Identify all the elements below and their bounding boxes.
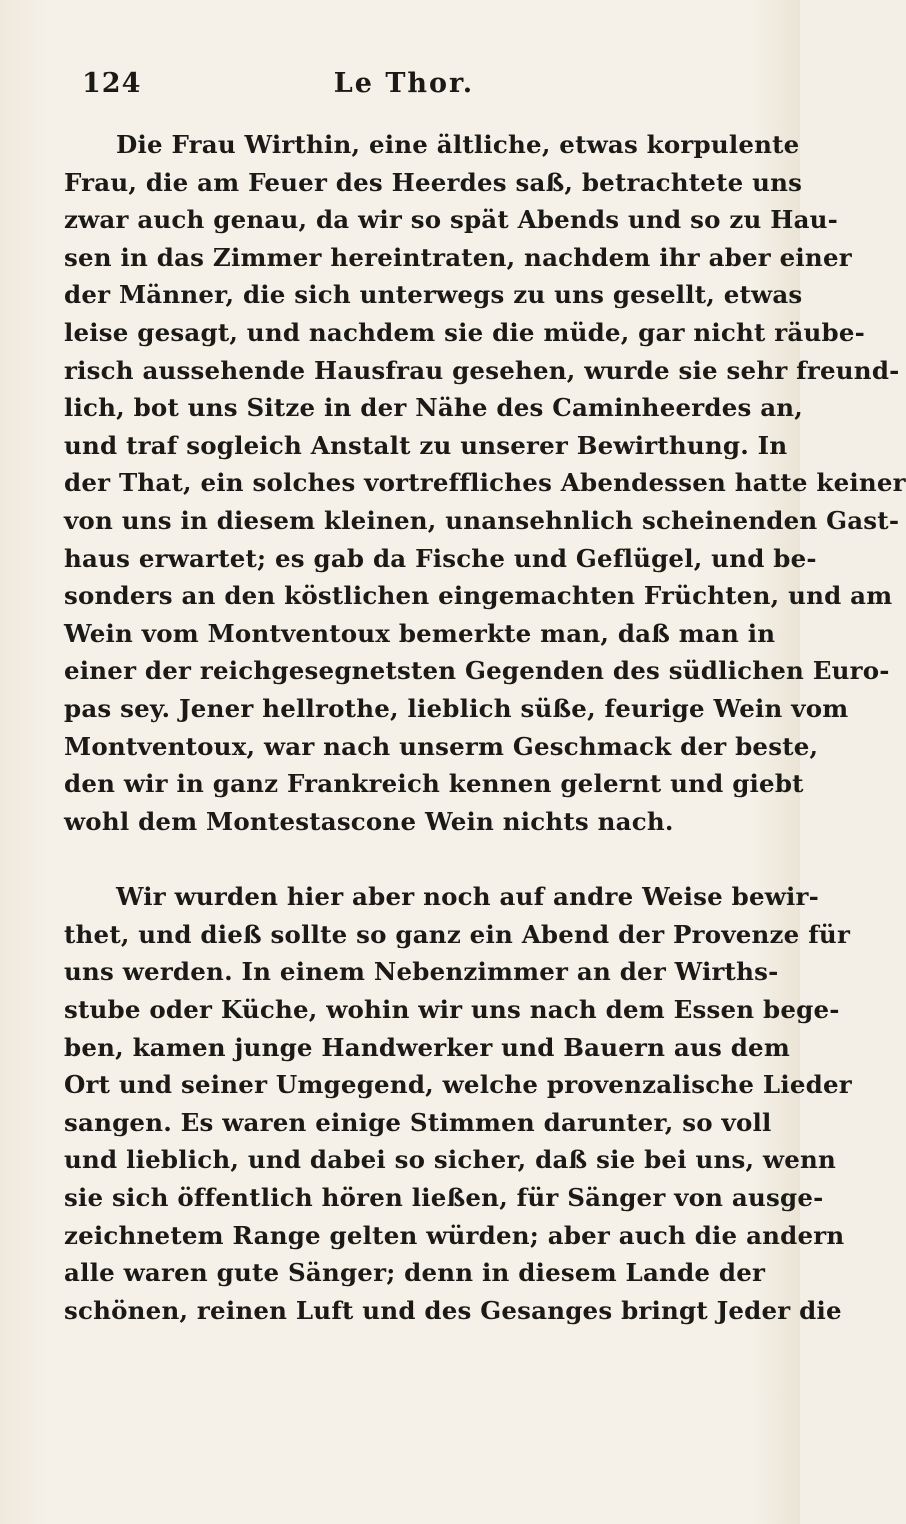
text-line: wohl dem Montestascone Wein nichts nach. bbox=[64, 806, 674, 836]
paragraph bbox=[64, 878, 852, 1329]
text-line: von uns in diesem kleinen, unansehnlich scheinenden Gast- bbox=[64, 505, 900, 535]
running-head: Le Thor. bbox=[333, 68, 475, 99]
text-line: Die Frau Wirthin, eine ältliche, etwas korpulente bbox=[116, 130, 800, 159]
text-line: sie sich öffentlich hören ließen, für Sänger von ausge- bbox=[64, 1183, 824, 1213]
text-line: ben, kamen junge Handwerker und Bauern aus dem bbox=[64, 1032, 790, 1062]
text-line: sangen. Es waren einige Stimmen darunter, so voll bbox=[64, 1107, 772, 1137]
text-line: der That, ein solches vortreffliches Abendessen hatte keiner bbox=[64, 468, 906, 498]
text-line: Ort und seiner Umgegend, welche provenzalische Lieder bbox=[64, 1070, 852, 1100]
text-line: alle waren gute Sänger; denn in diesem Lande der bbox=[64, 1258, 766, 1288]
text-line: lich, bot uns Sitze in der Nähe des Caminheerdes an, bbox=[64, 393, 804, 423]
text-line: thet, und dieß sollte so ganz ein Abend der Provenze für bbox=[64, 919, 851, 949]
body-text bbox=[64, 126, 906, 1329]
page-header bbox=[64, 68, 744, 108]
text-line: schönen, reinen Luft und des Gesanges bringt Jeder die bbox=[64, 1295, 842, 1325]
text-line: und traf sogleich Anstalt zu unserer Bewirthung. In bbox=[64, 430, 788, 460]
paragraph-gap bbox=[64, 840, 754, 878]
text-line: stube oder Küche, wohin wir uns nach dem Essen bege- bbox=[64, 995, 840, 1025]
text-line: Wein vom Montventoux bemerkte man, daß man in bbox=[64, 618, 776, 648]
text-line: Frau, die am Feuer des Heerdes saß, betrachtete uns bbox=[64, 167, 803, 197]
text-line: den wir in ganz Frankreich kennen gelernt und giebt bbox=[64, 769, 804, 799]
paragraph bbox=[64, 126, 906, 840]
text-line: Montventoux, war nach unserm Geschmack der beste, bbox=[64, 731, 819, 761]
text-line: haus erwartet; es gab da Fische und Geflügel, und be- bbox=[64, 543, 817, 573]
text-line: einer der reichgesegnetsten Gegenden des südlichen Euro- bbox=[64, 656, 890, 686]
text-line: Wir wurden hier aber noch auf andre Weise bewir- bbox=[116, 882, 820, 912]
text-line: risch aussehende Hausfrau gesehen, wurde sie sehr freund- bbox=[64, 355, 900, 385]
text-line: sen in das Zimmer hereintraten, nachdem ihr aber einer bbox=[64, 242, 852, 272]
text-line: pas sey. Jener hellrothe, lieblich süße, feurige Wein vom bbox=[64, 693, 849, 723]
text-line: sonders an den köstlichen eingemachten Früchten, und am bbox=[64, 581, 893, 611]
text-line: zwar auch genau, da wir so spät Abends und so zu Hau- bbox=[64, 205, 839, 235]
text-line: leise gesagt, und nachdem sie die müde, gar nicht räube- bbox=[64, 317, 865, 347]
text-line: uns werden. In einem Nebenzimmer an der Wirths- bbox=[64, 957, 779, 987]
text-line: und lieblich, und dabei so sicher, daß sie bei uns, wenn bbox=[64, 1145, 837, 1175]
text-line: zeichnetem Range gelten würden; aber auch die andern bbox=[64, 1220, 845, 1250]
page-number: 124 bbox=[82, 68, 142, 99]
text-line: der Männer, die sich unterwegs zu uns gesellt, etwas bbox=[64, 280, 803, 310]
